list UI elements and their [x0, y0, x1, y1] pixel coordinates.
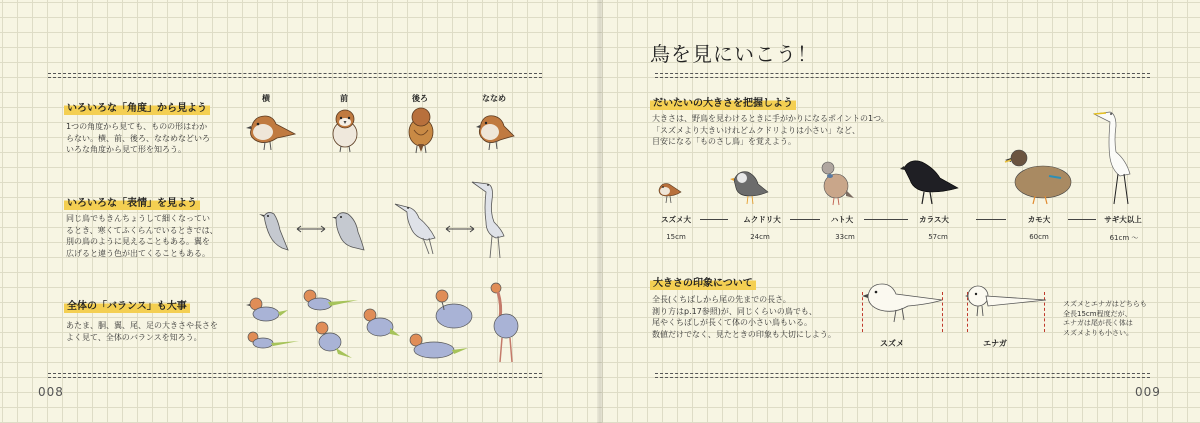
bottom-rule-left	[48, 373, 542, 378]
scale-length-egret: 61cm 〜	[1109, 234, 1139, 242]
dove-scale-icon	[818, 160, 854, 206]
scale-label-crow: カラス大	[919, 215, 949, 224]
long-tailed-tit-compare-label: エナガ	[983, 339, 1007, 348]
section-body-impression: 全長(くちばしから尾の先までの長さ。 測り方はp.17参照)が、同じくらいの鳥でも、 尾やくちばしが長くて体の小さい鳥もいる。 数値だけでなく、見たときの印象も大切にしよう。	[652, 295, 836, 339]
egret-scale-icon	[1092, 104, 1138, 208]
scale-length-duck: 60cm	[1029, 233, 1049, 241]
starling-scale-icon	[730, 166, 770, 206]
balance-bird-longtail-icon	[243, 329, 299, 351]
view-label-oblique: ななめ	[482, 94, 506, 103]
sparrow-side-icon	[243, 106, 303, 154]
section-heading-impression: 大きさの印象について	[650, 273, 756, 290]
section-heading-size: だいたいの大きさを把握しよう	[650, 93, 796, 110]
page-number-right: 009	[1135, 385, 1161, 399]
scale-label-egret: サギ大以上	[1104, 215, 1142, 224]
scale-connector	[1068, 219, 1096, 220]
slim-bird-icon	[258, 206, 292, 256]
balance-bird-stout-icon	[360, 306, 400, 340]
scale-label-starling: ムクドリ大	[743, 215, 781, 224]
section-body-balance: あたま、胴、翼、尾、足の大きさや長さを よく見て、全体のバランスを知ろう。	[66, 321, 218, 342]
scale-connector	[790, 219, 820, 220]
scale-label-duck: カモ大	[1027, 215, 1051, 224]
duck-scale-icon	[1005, 146, 1075, 206]
scale-label-dove: ハト大	[830, 215, 854, 224]
section-body-size: 大きさは、野鳥を見わけるときに手がかりになるポイントの1つ。 「スズメより大きいけれどムクドリよりは小さい」など、 目安になる「ものさし鳥」を覚えよう。	[652, 114, 889, 146]
heron-stretched-icon	[470, 178, 510, 260]
long-tailed-tit-outline-icon	[964, 282, 1050, 324]
sparrow-back-icon	[404, 104, 438, 156]
top-rule-left	[48, 73, 542, 78]
sparrow-scale-icon	[655, 178, 683, 206]
balance-bird-perched-icon	[312, 320, 354, 360]
balance-bird-duck-icon	[430, 288, 474, 334]
section-heading-expression: いろいろな「表情」を見よう	[64, 193, 200, 210]
scale-connector	[976, 219, 1006, 220]
balance-bird-flying-icon	[298, 286, 358, 316]
section-body-angle: 1つの角度から見ても、ものの形はわか らない。横、前、後ろ、ななめなどいろ いろな角度から見て形を知ろう。	[66, 122, 210, 154]
section-heading-balance: 全体の「バランス」も大事	[64, 296, 190, 313]
top-rule-right	[655, 73, 1150, 78]
scale-connector	[864, 219, 908, 220]
balance-bird-swimming-icon	[406, 332, 468, 360]
scale-label-sparrow: スズメ大	[661, 215, 691, 224]
scale-length-crow: 57cm	[928, 233, 948, 241]
balance-bird-heron-icon	[488, 282, 522, 366]
sparrow-outline-icon	[860, 280, 946, 324]
section-body-expression: 同じ鳥でもきんちょうして細くなってい るとき、寒くてふくらんでいるときでは、 別の鳥のように見えることもある。翼を 広げると違う色が出てくることもある。	[66, 214, 218, 258]
sparrow-compare-label: スズメ	[880, 339, 904, 348]
scale-connector	[700, 219, 728, 220]
view-label-side: 横	[262, 94, 270, 103]
comparison-note: スズメとエナガはどちらも 全長15cm程度だが、 エナガは尾が長く体は スズメよりも小さい。	[1063, 300, 1147, 337]
sparrow-oblique-icon	[470, 106, 518, 154]
book-gutter	[597, 0, 603, 423]
scale-length-dove: 33cm	[835, 233, 855, 241]
balance-bird-small-icon	[244, 294, 288, 326]
arrow-icon	[295, 224, 327, 234]
page-title: 鳥を見にいこう！	[650, 42, 818, 66]
section-heading-angle: いろいろな「角度」から見よう	[64, 98, 210, 115]
sparrow-front-icon	[329, 106, 361, 154]
scale-length-sparrow: 15cm	[666, 233, 686, 241]
scale-length-starling: 24cm	[750, 233, 770, 241]
bottom-rule-right	[655, 373, 1150, 378]
view-label-front: 前	[340, 94, 348, 103]
view-label-back: 後ろ	[412, 94, 428, 103]
puffed-bird-icon	[330, 206, 366, 256]
heron-folded-icon	[393, 198, 439, 256]
crow-scale-icon	[900, 156, 958, 206]
page-number-left: 008	[38, 385, 64, 399]
